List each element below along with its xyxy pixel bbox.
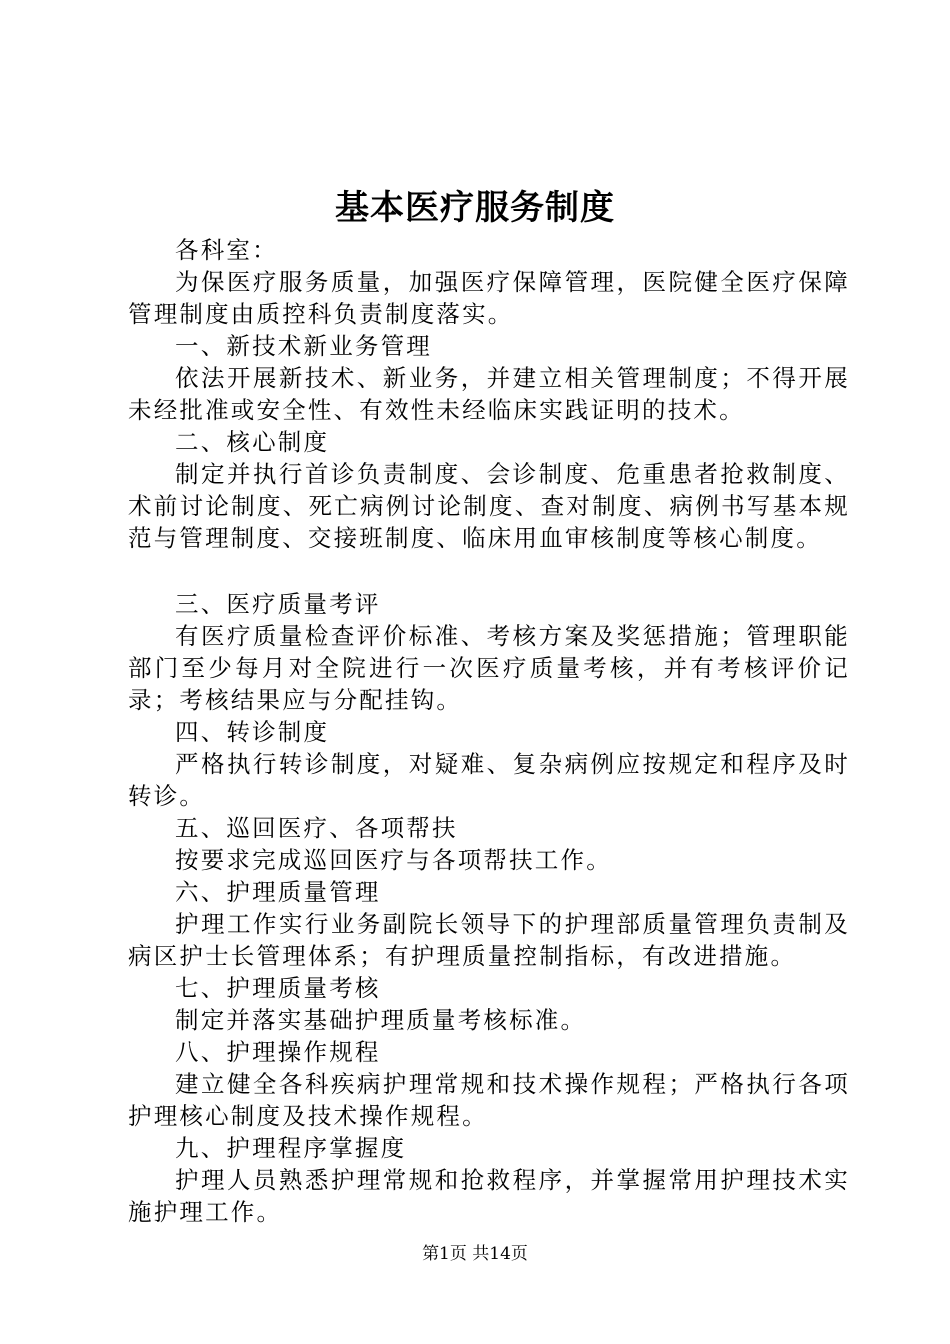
section-text-7: 制定并落实基础护理质量考核标准。 (175, 1006, 587, 1034)
section-heading-6: 六、护理质量管理 (175, 878, 381, 906)
section-text-3: 有医疗质量检查评价标准、考核方案及奖惩措施；管理职能部门至少每月对全院进行一次医疗质量考核，并有考核评价记录；考核结果应与分配挂钩。 (128, 622, 850, 714)
section-text-6: 护理工作实行业务副院长领导下的护理部质量管理负责制及病区护士长管理体系；有护理质量控制指标，有改进措施。 (128, 910, 850, 970)
document-title: 基本医疗服务制度 (335, 188, 615, 228)
section-heading-5: 五、巡回医疗、各项帮扶 (175, 814, 458, 842)
page-footer: 第1页 共14页 (422, 1244, 528, 1264)
section-text-2: 制定并执行首诊负责制度、会诊制度、危重患者抢救制度、术前讨论制度、死亡病例讨论制度、查对制度、病例书写基本规范与管理制度、交接班制度、临床用血审核制度等核心制度。 (128, 460, 850, 552)
section-text-4: 严格执行转诊制度，对疑难、复杂病例应按规定和程序及时转诊。 (128, 750, 850, 810)
section-heading-1: 一、新技术新业务管理 (175, 332, 432, 360)
document-body (128, 234, 850, 1228)
section-heading-9: 九、护理程序掌握度 (175, 1134, 407, 1162)
section-heading-8: 八、护理操作规程 (175, 1038, 381, 1066)
section-heading-2: 二、核心制度 (175, 428, 330, 456)
section-heading-4: 四、转诊制度 (175, 718, 330, 746)
section-heading-7: 七、护理质量考核 (175, 974, 381, 1002)
salutation: 各科室： (175, 236, 278, 264)
section-heading-3: 三、医疗质量考评 (175, 590, 381, 618)
intro-paragraph: 为保医疗服务质量，加强医疗保障管理，医院健全医疗保障管理制度由质控科负责制度落实。 (128, 268, 850, 328)
section-text-5: 按要求完成巡回医疗与各项帮扶工作。 (175, 846, 612, 874)
section-text-8: 建立健全各科疾病护理常规和技术操作规程；严格执行各项护理核心制度及技术操作规程。 (128, 1070, 850, 1130)
section-text-9: 护理人员熟悉护理常规和抢救程序，并掌握常用护理技术实施护理工作。 (128, 1166, 850, 1226)
section-text-1: 依法开展新技术、新业务，并建立相关管理制度；不得开展未经批准或安全性、有效性未经临床实践证明的技术。 (128, 364, 850, 424)
